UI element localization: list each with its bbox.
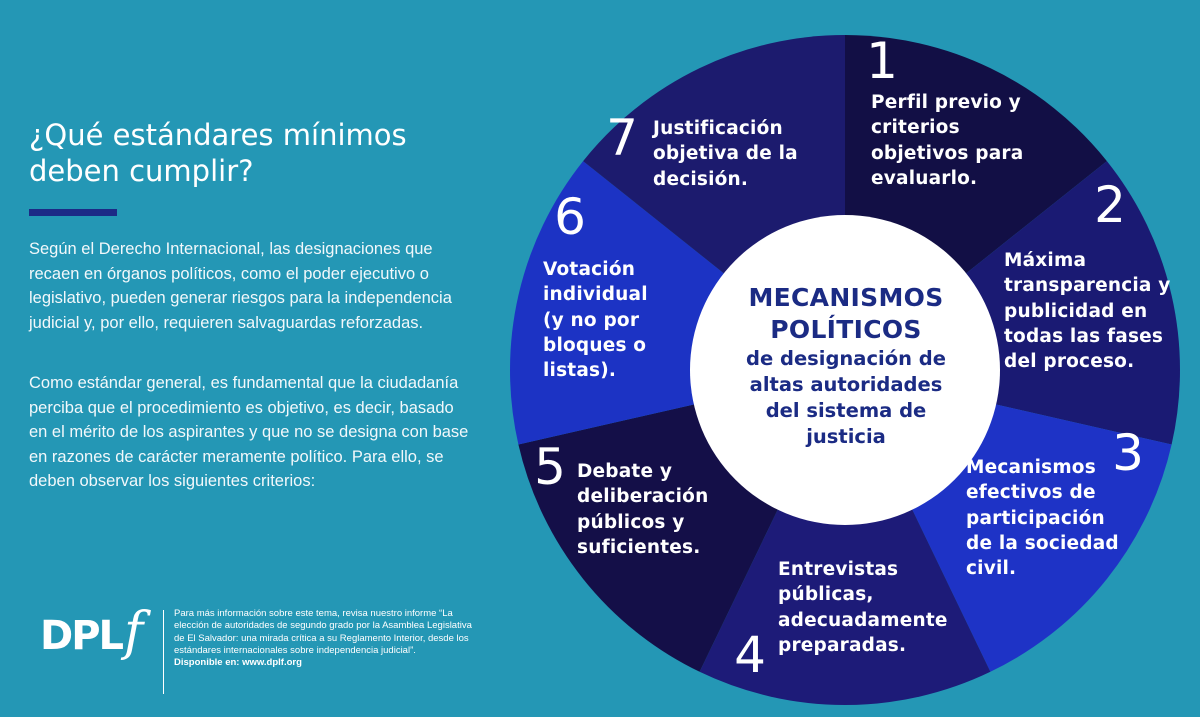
segment-1-number: 1 bbox=[866, 32, 898, 90]
center-subtitle-line2: altas autoridades bbox=[749, 373, 943, 396]
center-subtitle-line3: del sistema de bbox=[765, 399, 927, 422]
center-subtitle-line1: de designación de bbox=[746, 347, 946, 370]
logo-text: DPL bbox=[40, 613, 123, 659]
footnote-text: Para más información sobre este tema, revisa nuestro informe “La elección de autoridades de segundo grado por la Asamblea Legislativa de El Salvador: una mirada crítica a su Reglamento Interior, desde los estándares internacionales sobre independencia judicial”. bbox=[174, 608, 472, 656]
segment-6-number: 6 bbox=[554, 188, 586, 246]
segment-4-label: Entrevistas públicas, adecuadamente preparadas. bbox=[778, 559, 948, 656]
intro-paragraph: Según el Derecho Internacional, las designaciones que recaen en órganos políticos, como el poder ejecutivo o legislativo, pueden generar riesgos para la independencia judicial y, por ello, requieren salvaguardas reforzadas. bbox=[29, 240, 452, 332]
logo-letter: f bbox=[124, 602, 142, 662]
segment-2-number: 2 bbox=[1094, 176, 1126, 234]
segment-4-number: 4 bbox=[734, 626, 766, 684]
segment-5-label: Debate y deliberación públicos y suficientes. bbox=[577, 461, 709, 558]
center-label bbox=[705, 282, 987, 450]
segment-6-label: Votación individual (y no por bloques o listas). bbox=[543, 259, 648, 382]
segment-3-number: 3 bbox=[1112, 424, 1144, 482]
footnote-link[interactable]: Disponible en: www.dplf.org bbox=[174, 657, 302, 669]
segment-2-label: Máxima transparencia y publicidad en todas las fases del proceso. bbox=[1004, 250, 1171, 373]
segment-7-number: 7 bbox=[606, 109, 638, 167]
center-title-line2: POLÍTICOS bbox=[770, 315, 922, 344]
segment-7-label: Justificación objetiva de la decisión. bbox=[653, 118, 798, 190]
center-subtitle-line4: justicia bbox=[806, 425, 886, 448]
segment-5-number: 5 bbox=[534, 438, 566, 496]
segment-1-label: Perfil previo y criterios objetivos para evaluarlo. bbox=[871, 92, 1024, 189]
page-heading: ¿Qué estándares mínimos deben cumplir? bbox=[29, 118, 407, 188]
standards-paragraph: Como estándar general, es fundamental que la ciudadanía perciba que el procedimiento es objetivo, es decir, basado en el mérito de los aspirantes y que no se designa con base en razones de carácter meramente político. Para ello, se deben observar los siguientes criterios: bbox=[29, 374, 469, 490]
segment-3-label: Mecanismos efectivos de participación de la sociedad civil. bbox=[966, 457, 1119, 580]
center-title-line1: MECANISMOS bbox=[748, 283, 944, 312]
